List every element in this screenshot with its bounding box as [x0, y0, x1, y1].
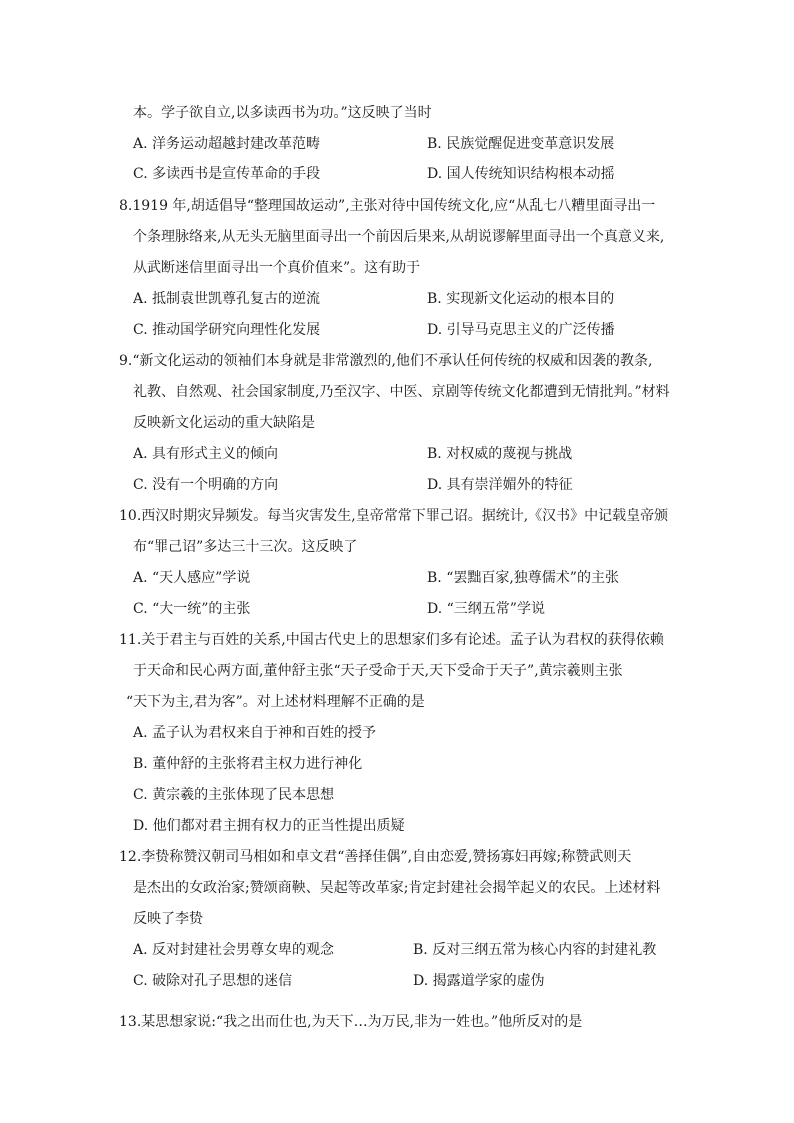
q12-stem-line-2: 是杰出的女政治家;赞颂商鞅、吴起等改革家;肯定封建社会揭竿起义的农民。上述材料	[133, 880, 661, 896]
q12-stem-line-1: 12.李贽称赞汉朝司马相如和卓文君“善择佳偶”,自由恋爱,赞扬寡妇再嫁;称赞武则天	[119, 849, 632, 865]
q7-option-a: A. 洋务运动超越封建改革范畴	[133, 136, 321, 152]
q12-option-d: D. 揭露道学家的虚伪	[413, 973, 545, 989]
q11-option-b: B. 董仲舒的主张将君主权力进行神化	[133, 756, 363, 772]
q10-stem-line-2: 布“罪己诏”多达三十三次。这反映了	[133, 539, 358, 555]
q11-option-a: A. 孟子认为君权来自于神和百姓的授予	[133, 725, 377, 741]
q9-stem-line-1: 9.“新文化运动的领袖们本身就是非常激烈的,他们不承认任何传统的权威和因袭的教条,	[119, 353, 653, 369]
q10-option-c: C. “大一统”的主张	[133, 601, 251, 617]
q7-option-c: C. 多读西书是宣传革命的手段	[133, 166, 321, 182]
q8-stem-line-3: 从武断迷信里面寻出一个真价值来”。这有助于	[133, 260, 421, 276]
q10-option-a: A. “天人感应”学说	[133, 570, 251, 586]
q11-stem-line-3: “天下为主,君为客”。对上述材料理解不正确的是	[126, 694, 425, 710]
q8-stem-line-1: 8.1919 年,胡适倡导“整理国故运动”,主张对待中国传统文化,应“从乱七八糟里面寻出一	[119, 198, 656, 214]
q10-option-b: B. “罢黜百家,独尊儒术”的主张	[427, 570, 619, 586]
q11-option-d: D. 他们都对君主拥有权力的正当性提出质疑	[133, 818, 405, 834]
q11-stem-line-1: 11.关于君主与百姓的关系,中国古代史上的思想家们多有论述。孟子认为君权的获得依赖	[119, 632, 664, 648]
q7-option-d: D. 国人传统知识结构根本动摇	[427, 166, 615, 182]
q12-option-c: C. 破除对孔子思想的迷信	[133, 973, 293, 989]
q8-option-b: B. 实现新文化运动的根本目的	[427, 291, 615, 307]
q7-option-b: B. 民族觉醒促进变革意识发展	[427, 136, 615, 152]
q11-stem-line-2: 于天命和民心两方面,董仲舒主张“天子受命于天,天下受命于天子”,黄宗羲则主张	[133, 663, 623, 679]
q12-option-a: A. 反对封建社会男尊女卑的观念	[133, 942, 335, 958]
q12-stem-line-3: 反映了李贽	[133, 911, 203, 927]
q9-stem-line-3: 反映新文化运动的重大缺陷是	[133, 415, 315, 431]
q8-option-a: A. 抵制袁世凯尊孔复古的逆流	[133, 291, 321, 307]
q8-option-d: D. 引导马克思主义的广泛传播	[427, 322, 615, 338]
q9-option-d: D. 具有崇洋媚外的特征	[427, 477, 573, 493]
q9-stem-line-2: 礼教、自然观、社会国家制度,乃至汉字、中医、京剧等传统文化都遭到无情批判。”材料	[133, 384, 670, 400]
q9-option-a: A. 具有形式主义的倾向	[133, 446, 279, 462]
q10-option-d: D. “三纲五常”学说	[427, 601, 545, 617]
q9-option-b: B. 对权威的蔑视与挑战	[427, 446, 573, 462]
q10-stem-line-1: 10.西汉时期灾异频发。每当灾害发生,皇帝常常下罪己诏。据统计,《汉书》中记载皇帝颁	[119, 508, 669, 524]
q11-option-c: C. 黄宗羲的主张体现了民本思想	[133, 787, 335, 803]
q9-option-c: C. 没有一个明确的方向	[133, 477, 279, 493]
q7-stem-tail: 本。学子欲自立,以多读西书为功。”这反映了当时	[133, 105, 432, 121]
q12-option-b: B. 反对三纲五常为核心内容的封建礼教	[413, 942, 657, 958]
q13-stem: 13.某思想家说:“我之出而仕也,为天下…为万民,非为一姓也。”他所反对的是	[119, 1014, 583, 1030]
q8-stem-line-2: 个条理脉络来,从无头无脑里面寻出一个前因后果来,从胡说谬解里面寻出一个真意义来,	[133, 229, 665, 245]
q8-option-c: C. 推动国学研究向理性化发展	[133, 322, 321, 338]
